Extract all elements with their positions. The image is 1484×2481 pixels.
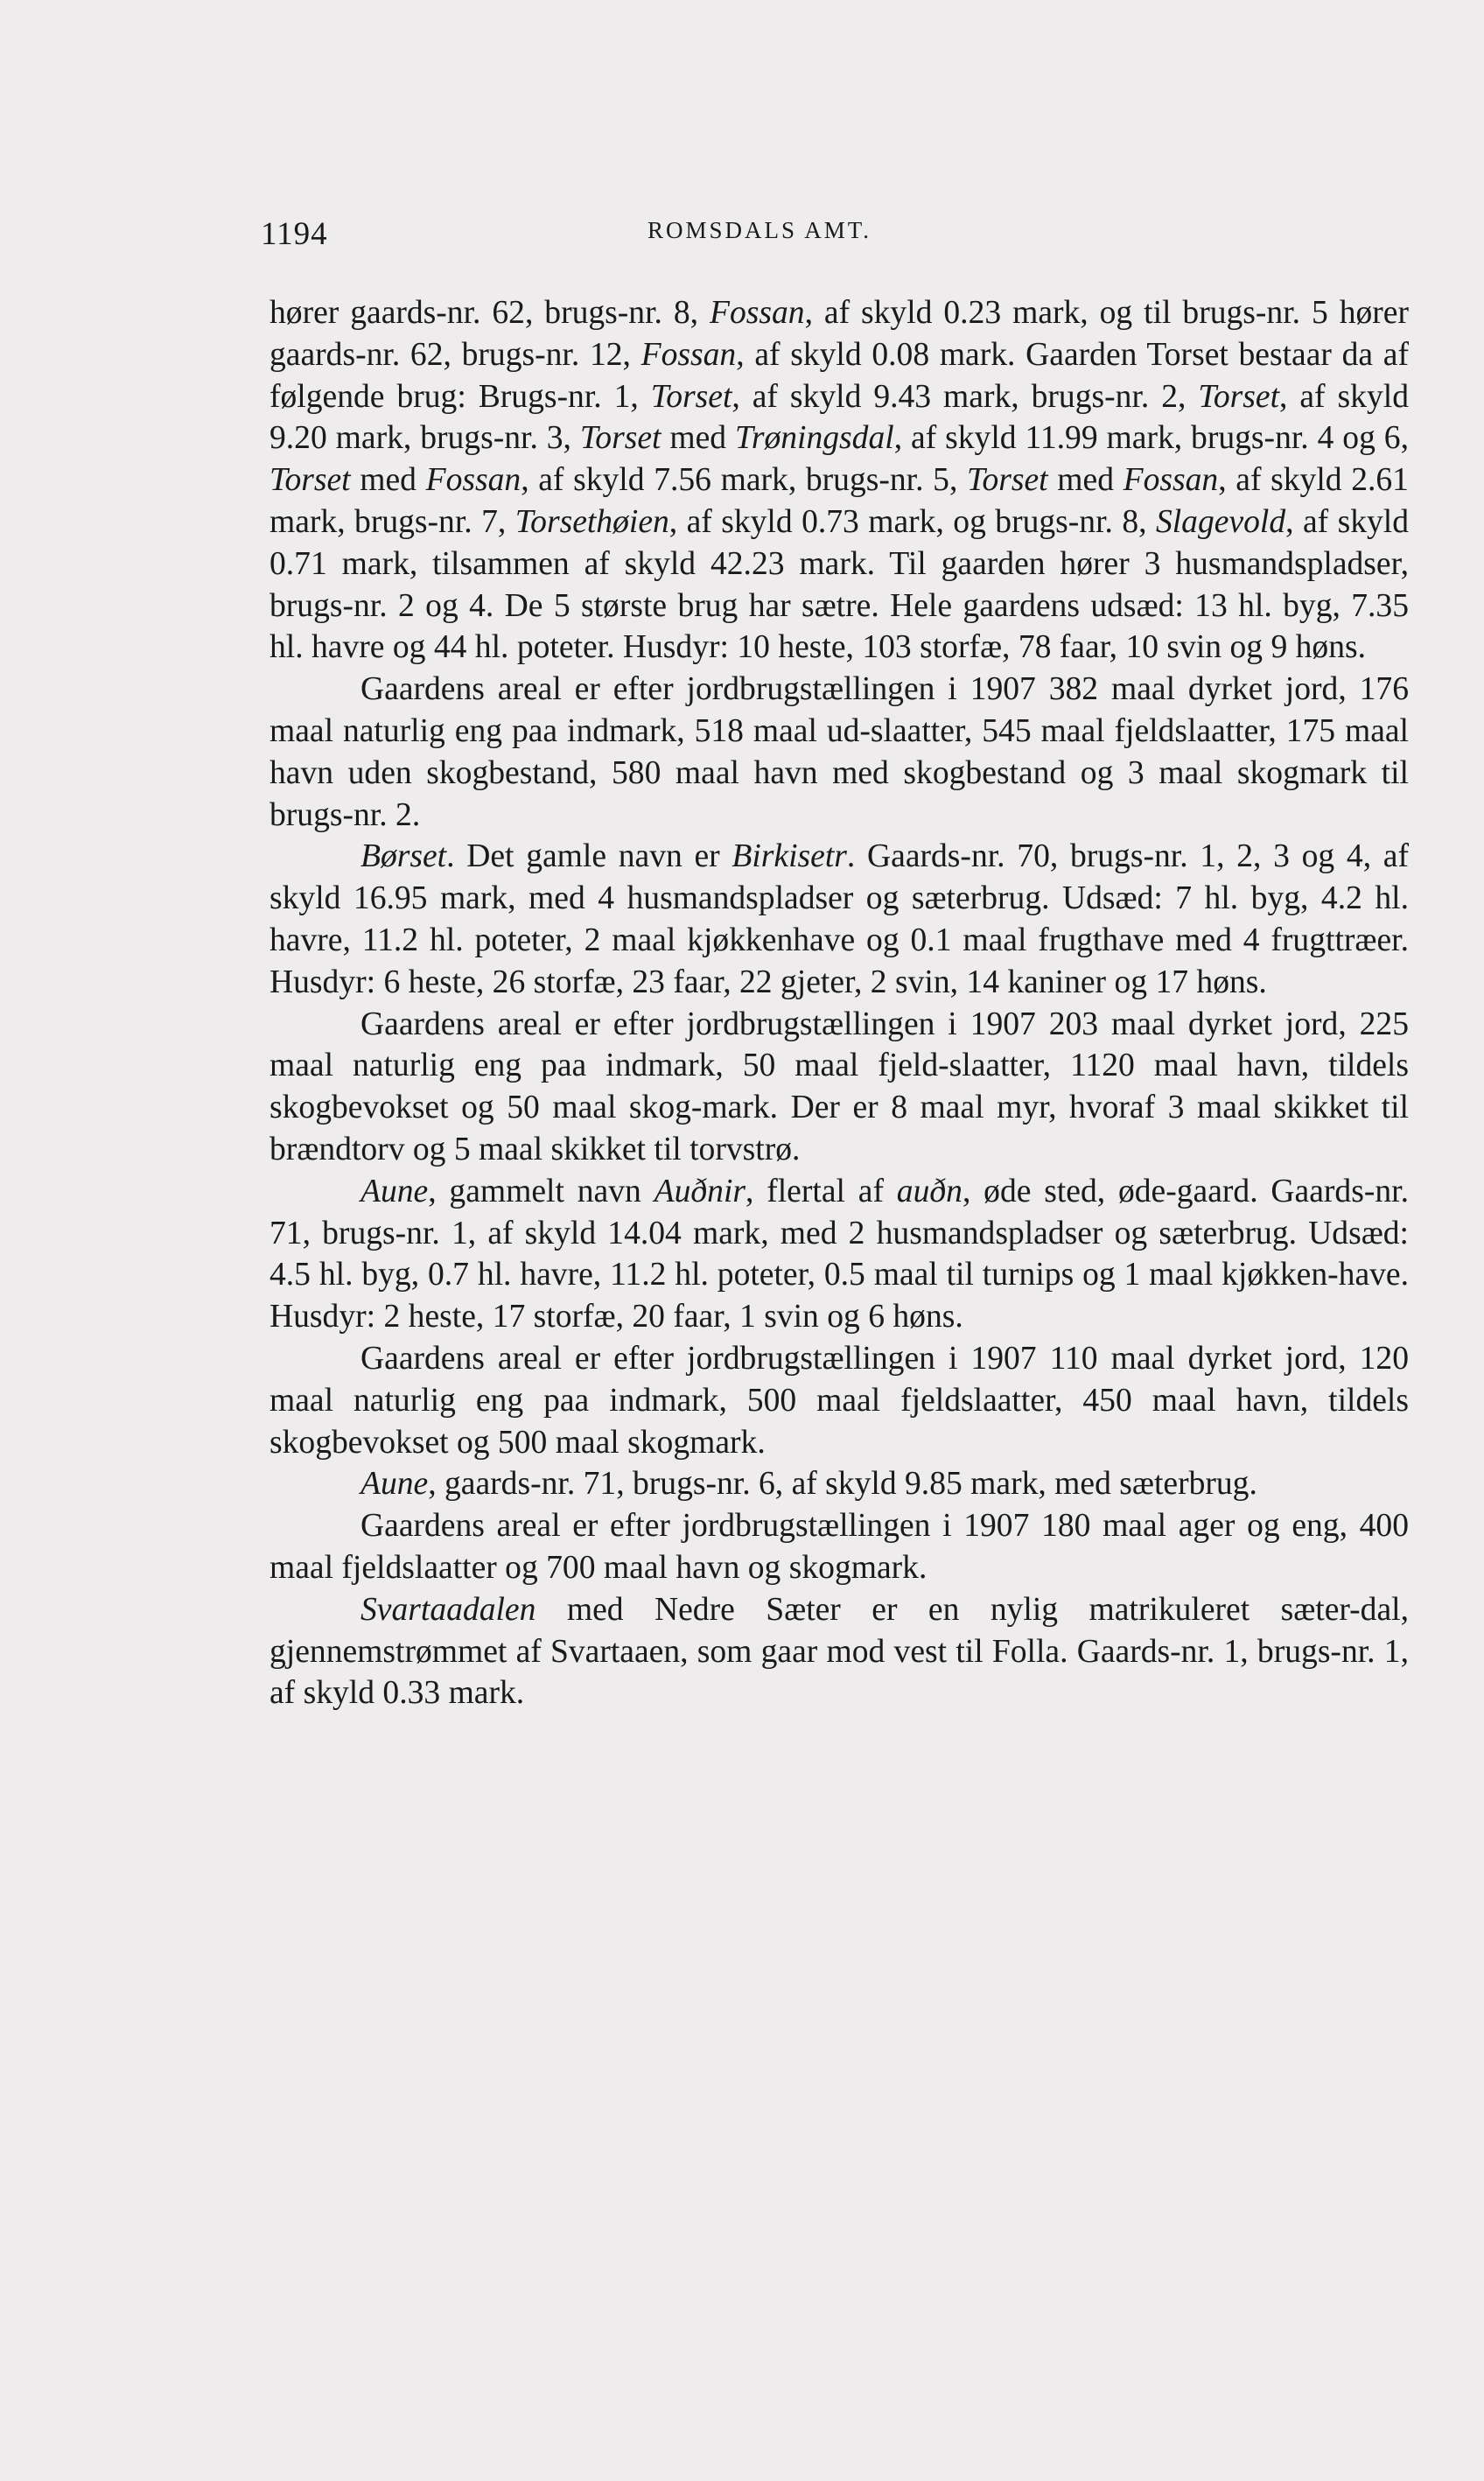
text-run: , af skyld 0.71 mark, tilsammen af skyld 42.23 mark. Til gaarden hører 3 husmandspladser, brugs-nr. 2 og 4. De 5 største brug har sætre. Hele gaardens udsæd: 13 hl. byg, 7.35 hl. havre og 44 hl. poteter. Husdyr: 10 heste, 103 storfæ, 78 faar, 10 svin og 9 høns. bbox=[270, 503, 1409, 666]
paragraph bbox=[270, 1171, 1409, 1338]
paragraph bbox=[270, 292, 1409, 669]
text-run: , af skyld 9.20 mark, brugs-nr. 3, bbox=[270, 378, 1409, 457]
text-run: Gaardens areal er efter jordbrugstællingen i 1907 110 maal dyrket jord, 120 maal naturlig eng paa indmark, 500 maal fjeldslaatter, 450 maal havn, tildels skogbevokset og 500 maal skogmark. bbox=[270, 1340, 1409, 1461]
italic-name: Torsethøien bbox=[514, 503, 669, 540]
text-run: , af skyld 9.43 mark, brugs-nr. 2, bbox=[732, 378, 1199, 415]
text-run: Gaardens areal er efter jordbrugstællingen i 1907 203 maal dyrket jord, 225 maal naturlig eng paa indmark, 50 maal fjeld-slaatter, 1120 maal havn, tildels skogbevokset og 50 maal skog-mark. Der er 8 maal myr, hvoraf 3 maal skikket til brændtorv og 5 maal skikket til torvstrø. bbox=[270, 1006, 1409, 1167]
text-run: . Gaards-nr. 70, brugs-nr. 1, 2, 3 og 4, af skyld 16.95 mark, med 4 husmandspladser og sæterbrug. Udsæd: 7 hl. byg, 4.2 hl. havre, 11.2 hl. poteter, 2 maal kjøkkenhave og 0.1 maal frugthave med 4 frugttræer. Husdyr: 6 heste, 26 storfæ, 23 faar, 22 gjeter, 2 svin, 14 kaniner og 17 høns. bbox=[270, 838, 1409, 1000]
running-title: ROMSDALS AMT. bbox=[647, 217, 872, 243]
body-text bbox=[270, 292, 1409, 1714]
italic-name: Svartaadalen bbox=[360, 1591, 536, 1628]
italic-name: Torset bbox=[967, 462, 1048, 499]
italic-name: Torset bbox=[1198, 378, 1280, 415]
italic-name: Aune bbox=[360, 1466, 429, 1503]
text-run: , af skyld 0.08 mark. Gaarden Torset bestaar da af følgende brug: Brugs-nr. 1, bbox=[270, 336, 1409, 415]
italic-name: Torset bbox=[270, 462, 351, 499]
text-run: med bbox=[1047, 462, 1124, 499]
paragraph bbox=[270, 1004, 1409, 1171]
italic-name: Auðnir bbox=[654, 1173, 746, 1209]
italic-name: Torset bbox=[579, 420, 662, 457]
paragraph bbox=[270, 1338, 1409, 1463]
text-run: , gaards-nr. 71, brugs-nr. 6, af skyld 9.85 mark, med sæterbrug. bbox=[428, 1466, 1257, 1503]
italic-name: Fossan bbox=[1123, 462, 1219, 499]
paragraph bbox=[270, 1463, 1409, 1505]
italic-name: Børset bbox=[360, 838, 447, 875]
text-run: , af skyld 0.23 mark, og til brugs-nr. 5 hører gaards-nr. 62, brugs-nr. 12, bbox=[270, 295, 1409, 373]
paragraph bbox=[270, 1589, 1409, 1714]
text-run: med bbox=[661, 420, 735, 457]
italic-name: Birkisetr bbox=[732, 838, 847, 875]
italic-name: auðn bbox=[896, 1173, 962, 1209]
italic-name: Slagevold bbox=[1155, 503, 1286, 540]
text-run: , af skyld 2.61 mark, brugs-nr. 7, bbox=[270, 462, 1409, 540]
paragraph bbox=[270, 1505, 1409, 1589]
text-run: med Nedre Sæter er en nylig matrikuleret sæter-dal, gjennemstrømmet af Svartaaen, som gaar mod vest til Folla. Gaards-nr. 1, brugs-nr. 1, af skyld 0.33 mark. bbox=[270, 1591, 1409, 1712]
italic-name: Torset bbox=[650, 378, 732, 415]
italic-name: Fossan bbox=[425, 462, 522, 499]
paragraph bbox=[270, 669, 1409, 836]
italic-name: Aune bbox=[360, 1173, 429, 1209]
text-run: , af skyld 0.73 mark, og brugs-nr. 8, bbox=[668, 503, 1156, 540]
text-run: Gaardens areal er efter jordbrugstællingen i 1907 382 maal dyrket jord, 176 maal naturlig eng paa indmark, 518 maal ud-slaatter, 545 maal fjeldslaatter, 175 maal havn uden skogbestand, 580 maal havn med skogbestand og 3 maal skogmark til brugs-nr. 2. bbox=[270, 671, 1409, 833]
text-run: . Det gamle navn er bbox=[446, 838, 732, 875]
italic-name: Trøningsdal bbox=[735, 420, 894, 457]
text-run: , gammelt navn bbox=[428, 1173, 654, 1209]
text-run: Gaardens areal er efter jordbrugstællingen i 1907 180 maal ager og eng, 400 maal fjeldslaatter og 700 maal havn og skogmark. bbox=[270, 1508, 1409, 1586]
text-run: , af skyld 7.56 mark, brugs-nr. 5, bbox=[521, 462, 968, 499]
text-run: , flertal af bbox=[746, 1173, 897, 1209]
paragraph bbox=[270, 836, 1409, 1003]
italic-name: Fossan bbox=[640, 336, 737, 373]
text-run: , øde sted, øde-gaard. Gaards-nr. 71, brugs-nr. 1, af skyld 14.04 mark, med 2 husmandspladser og sæterbrug. Udsæd: 4.5 hl. byg, 0.7 hl. havre, 11.2 hl. poteter, 0.5 maal til turnips og 1 maal kjøkken-have. Husdyr: 2 heste, 17 storfæ, 20 faar, 1 svin og 6 høns. bbox=[270, 1173, 1409, 1335]
page-number: 1194 bbox=[261, 216, 328, 252]
text-run: med bbox=[350, 462, 426, 499]
text-run: hører gaards-nr. 62, brugs-nr. 8, bbox=[270, 295, 710, 331]
italic-name: Fossan bbox=[709, 295, 805, 331]
text-run: , af skyld 11.99 mark, brugs-nr. 4 og 6, bbox=[893, 420, 1409, 457]
